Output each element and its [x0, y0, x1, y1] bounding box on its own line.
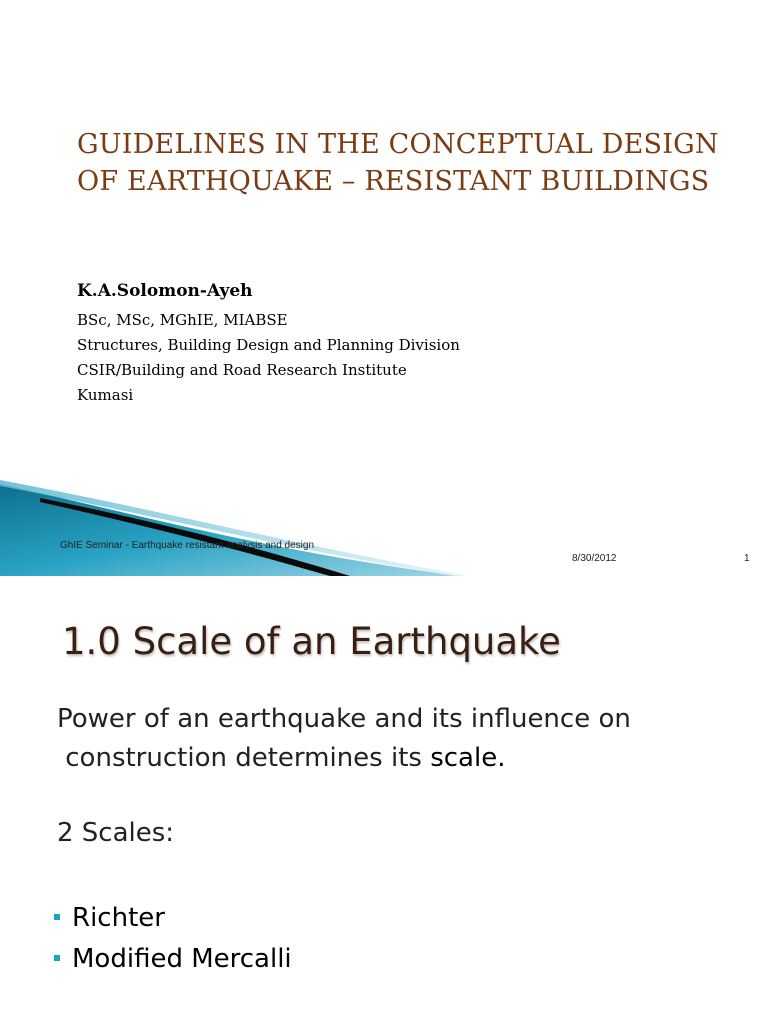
- list-item: [54, 939, 292, 980]
- scales-label: 2 Scales:: [57, 818, 175, 848]
- paragraph-line-2-text: construction determines its: [57, 743, 431, 773]
- square-bullet-icon: [54, 914, 60, 920]
- bullet-label-mercalli: Modified Mercalli: [72, 944, 292, 974]
- footer-date: 8/30/2012: [572, 553, 617, 564]
- slide-2-title: 1.0 Scale of an Earthquake: [62, 620, 561, 663]
- footer-page-number: 1: [744, 553, 750, 564]
- author-division: Structures, Building Design and Planning Division: [77, 336, 460, 354]
- paragraph-line-1: Power of an earthquake and its influence on: [57, 704, 631, 734]
- footer-seminar-text: GhIE Seminar - Earthquake resistant analysis and design: [60, 540, 315, 551]
- title-line-1: GUIDELINES IN THE CONCEPTUAL DESIGN: [77, 129, 719, 160]
- title-line-2: OF EARTHQUAKE – RESISTANT BUILDINGS: [77, 166, 710, 197]
- square-bullet-icon: [54, 955, 60, 961]
- slide-1-title: [77, 126, 737, 200]
- author-name: K.A.Solomon-Ayeh: [77, 281, 253, 301]
- author-institute: CSIR/Building and Road Research Institute: [77, 361, 407, 379]
- scales-list: [54, 898, 292, 980]
- slide-2-paragraph: [57, 700, 747, 778]
- author-block: [77, 280, 677, 408]
- paragraph-emphasis-scale: scale.: [430, 743, 506, 773]
- author-degrees: BSc, MSc, MGhIE, MIABSE: [77, 311, 288, 329]
- bullet-label-richter: Richter: [72, 903, 165, 933]
- list-item: [54, 898, 292, 939]
- decorative-swoosh: [0, 480, 768, 576]
- paragraph-line-2: [57, 739, 747, 778]
- author-city: Kumasi: [77, 386, 134, 404]
